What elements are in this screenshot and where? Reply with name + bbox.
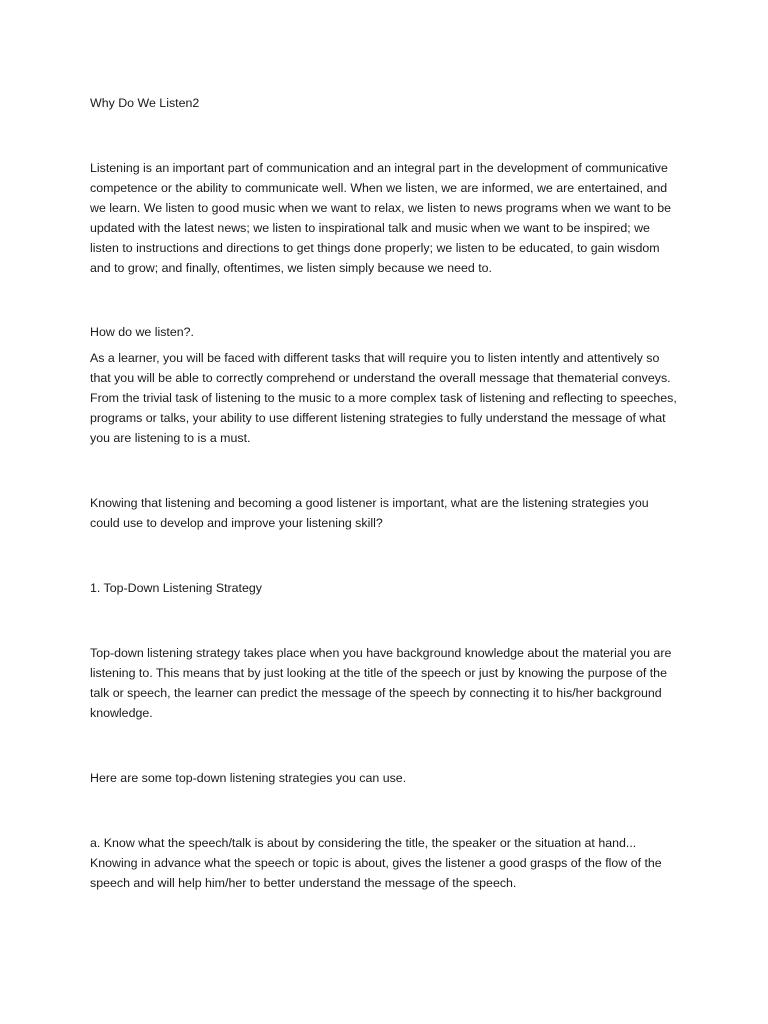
document-body (90, 93, 680, 893)
paragraph-strategy-a: a. Know what the speech/talk is about by considering the title, the speaker or the situation at hand... Knowing in advance what the speech or topic is about, gives the listener a good grasps of the flow of the speech and will help him/her to better understand the message of the speech. (90, 836, 662, 890)
paragraph-strategies-question: Knowing that listening and becoming a good listener is important, what are the listening strategies you could use to develop and improve your listening skill? (90, 496, 649, 530)
document-title: Why Do We Listen2 (90, 96, 200, 110)
heading-top-down-strategy: 1. Top-Down Listening Strategy (90, 581, 262, 595)
paragraph-strategies-intro: Here are some top-down listening strategies you can use. (90, 771, 407, 785)
paragraph-top-down-definition: Top-down listening strategy takes place when you have background knowledge about the material you are listening to. This means that by just looking at the title of the speech or just by knowing the purpose of the talk or speech, the learner can predict the message of the speech by connecting it to his/her background knowledge. (90, 646, 672, 720)
paragraph-learner-tasks: As a learner, you will be faced with different tasks that will require you to listen intently and attentively so that you will be able to correctly comprehend or understand the overall message that thematerial conveys. From the trivial task of listening to the music to a more complex task of listening and reflecting to speeches, programs or talks, your ability to use different listening strategies to fully understand the message of what you are listening to is a must. (90, 351, 677, 445)
heading-how-do-we-listen: How do we listen?. (90, 325, 194, 339)
paragraph-why-listen: Listening is an important part of communication and an integral part in the development of communicative competence or the ability to communicate well. When we listen, we are informed, we are entertained, and we learn. We listen to good music when we want to relax, we listen to news programs when we want to be updated with the latest news; we listen to inspirational talk and music when we want to be inspired; we listen to instructions and directions to get things done properly; we listen to be educated, to gain wisdom and to grow; and finally, oftentimes, we listen simply because we need to. (90, 161, 672, 275)
